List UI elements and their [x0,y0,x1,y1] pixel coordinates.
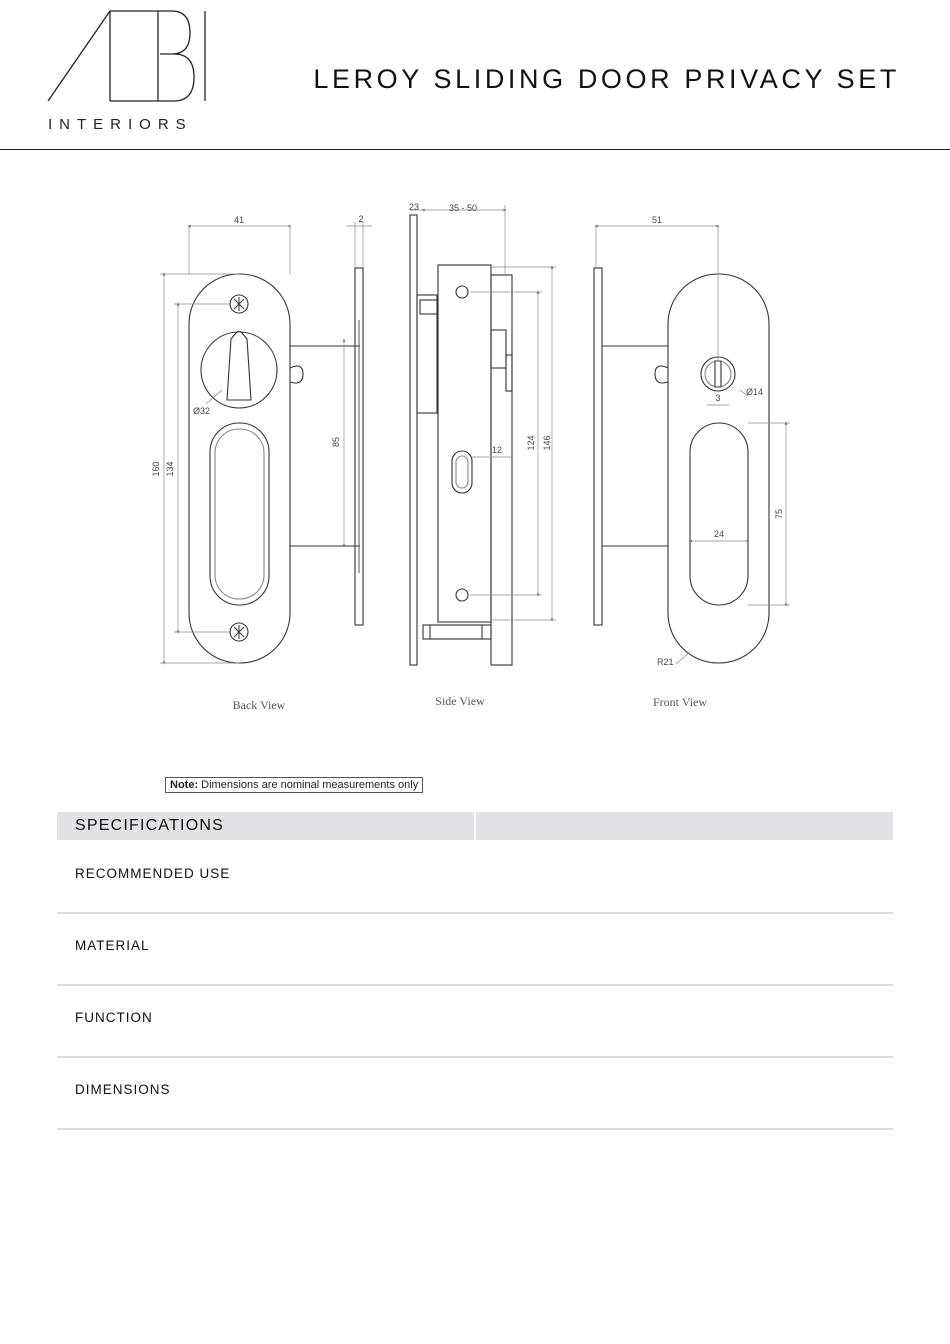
dim-side-inner: 124 [526,435,536,451]
note-text: Dimensions are nominal measurements only [201,779,419,791]
dim-front-width: 51 [651,215,663,225]
dim-back-width: 41 [233,215,245,225]
side-view [410,215,512,665]
dim-radius: R21 [657,657,674,667]
spec-label: FUNCTION [75,1010,153,1025]
dimension-note [165,777,423,793]
dim-side-backset: 35 - 50 [448,203,478,213]
brand-subtitle: INTERIORS [48,116,193,133]
specifications-header [57,812,893,840]
dim-recess-width: 24 [713,529,725,539]
dim-release-slot: 3 [715,393,721,403]
spec-row-dimensions [57,1056,893,1130]
dim-recess-height: 75 [774,508,784,520]
page-title: LEROY SLIDING DOOR PRIVACY SET [313,64,900,94]
front-view [594,268,769,663]
page-header [0,0,950,150]
spec-row-recommended-use [57,840,893,914]
front-side-plate [594,268,602,625]
front-recess [690,423,748,605]
dim-back-height-total: 160 [151,461,161,477]
dim-side-slot: 12 [491,445,503,455]
spec-label: MATERIAL [75,938,150,953]
dim-back-height-screws: 134 [165,461,175,477]
spec-row-function [57,984,893,1058]
dim-back-offset: 85 [331,436,341,448]
spec-label: DIMENSIONS [75,1082,171,1097]
back-view [189,268,363,663]
header-divider [474,812,476,840]
back-recess [210,423,269,605]
spec-row-material [57,912,893,986]
dim-back-plate: 2 [358,214,364,224]
cylinder-slot [452,451,472,493]
note-label: Note: [170,779,199,791]
side-faceplate [410,215,417,665]
caption-side-view: Side View [435,694,485,708]
caption-back-view: Back View [232,698,286,712]
caption-front-view: Front View [652,695,708,709]
dim-turn-dia: Ø32 [193,406,211,416]
dim-side-outer: 146 [542,435,552,451]
lock-body [438,265,491,622]
specifications-title: SPECIFICATIONS [75,817,224,834]
dim-side-thickness: 23 [408,202,420,212]
technical-drawing [0,190,950,730]
dim-release-dia: Ø14 [746,387,764,397]
spec-label: RECOMMENDED USE [75,866,231,881]
